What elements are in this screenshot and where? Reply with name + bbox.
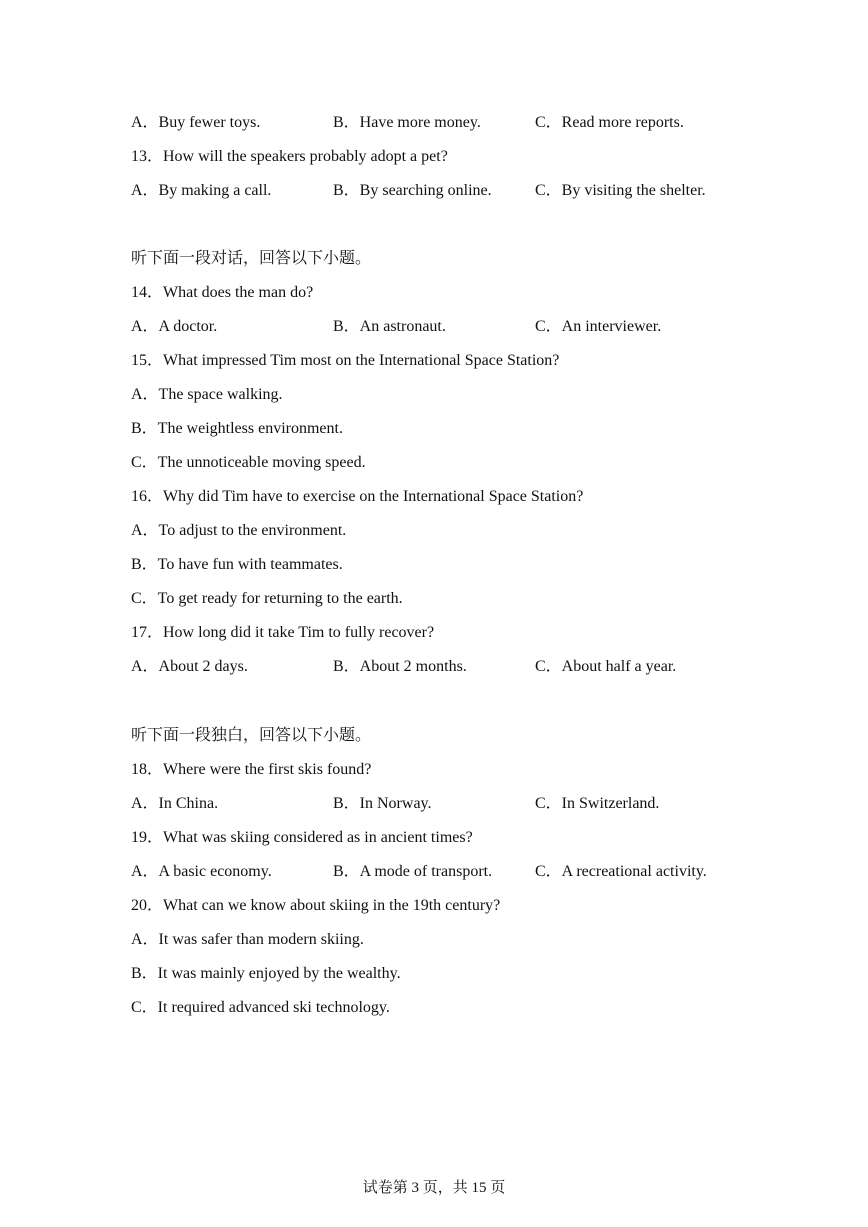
answer-option: A．To adjust to the environment. <box>131 522 347 539</box>
answer-option-b: B．About 2 months. <box>333 658 467 675</box>
section-instruction: 听下面一段独白，回答以下小题。 <box>131 727 372 744</box>
answer-option-a: A．About 2 days. <box>131 658 248 675</box>
question-text: 14．What does the man do? <box>131 284 314 301</box>
answer-option-a: A．A basic economy. <box>131 863 272 880</box>
answer-option-c: C．An interviewer. <box>535 318 662 335</box>
question-text: 15．What impressed Tim most on the International Space Station? <box>131 352 560 369</box>
answer-option: A．The space walking. <box>131 386 283 403</box>
page-footer: 试卷第 3 页，共 15 页 <box>362 1180 506 1196</box>
question-text: 20．What can we know about skiing in the 19th century? <box>131 897 501 914</box>
answer-option-c: C．A recreational activity. <box>535 863 707 880</box>
section-instruction: 听下面一段对话，回答以下小题。 <box>131 250 372 267</box>
answer-option-b: B．By searching online. <box>333 182 492 199</box>
question-text: 16．Why did Tim have to exercise on the International Space Station? <box>131 488 584 505</box>
answer-option: C．To get ready for returning to the earth. <box>131 590 403 607</box>
answer-option-a: A．A doctor. <box>131 318 218 335</box>
question-text: 13．How will the speakers probably adopt a pet? <box>131 148 448 165</box>
answer-option-a: A．Buy fewer toys. <box>131 114 261 131</box>
answer-option: B．The weightless environment. <box>131 420 343 437</box>
answer-option-a: A．By making a call. <box>131 182 272 199</box>
question-text: 17．How long did it take Tim to fully recover? <box>131 624 435 641</box>
answer-option-b: B．Have more money. <box>333 114 481 131</box>
answer-option: C．It required advanced ski technology. <box>131 999 390 1016</box>
answer-option-b: B．An astronaut. <box>333 318 446 335</box>
question-text: 19．What was skiing considered as in ancient times? <box>131 829 473 846</box>
answer-option-c: C．Read more reports. <box>535 114 684 131</box>
answer-option-c: C．By visiting the shelter. <box>535 182 706 199</box>
answer-option-b: B．In Norway. <box>333 795 432 812</box>
answer-option-c: C．In Switzerland. <box>535 795 660 812</box>
question-text: 18．Where were the first skis found? <box>131 761 372 778</box>
answer-option-c: C．About half a year. <box>535 658 677 675</box>
answer-option: B．It was mainly enjoyed by the wealthy. <box>131 965 401 982</box>
answer-option: A．It was safer than modern skiing. <box>131 931 364 948</box>
answer-option: C．The unnoticeable moving speed. <box>131 454 366 471</box>
answer-option-b: B．A mode of transport. <box>333 863 493 880</box>
answer-option: B．To have fun with teammates. <box>131 556 343 573</box>
answer-option-a: A．In China. <box>131 795 219 812</box>
